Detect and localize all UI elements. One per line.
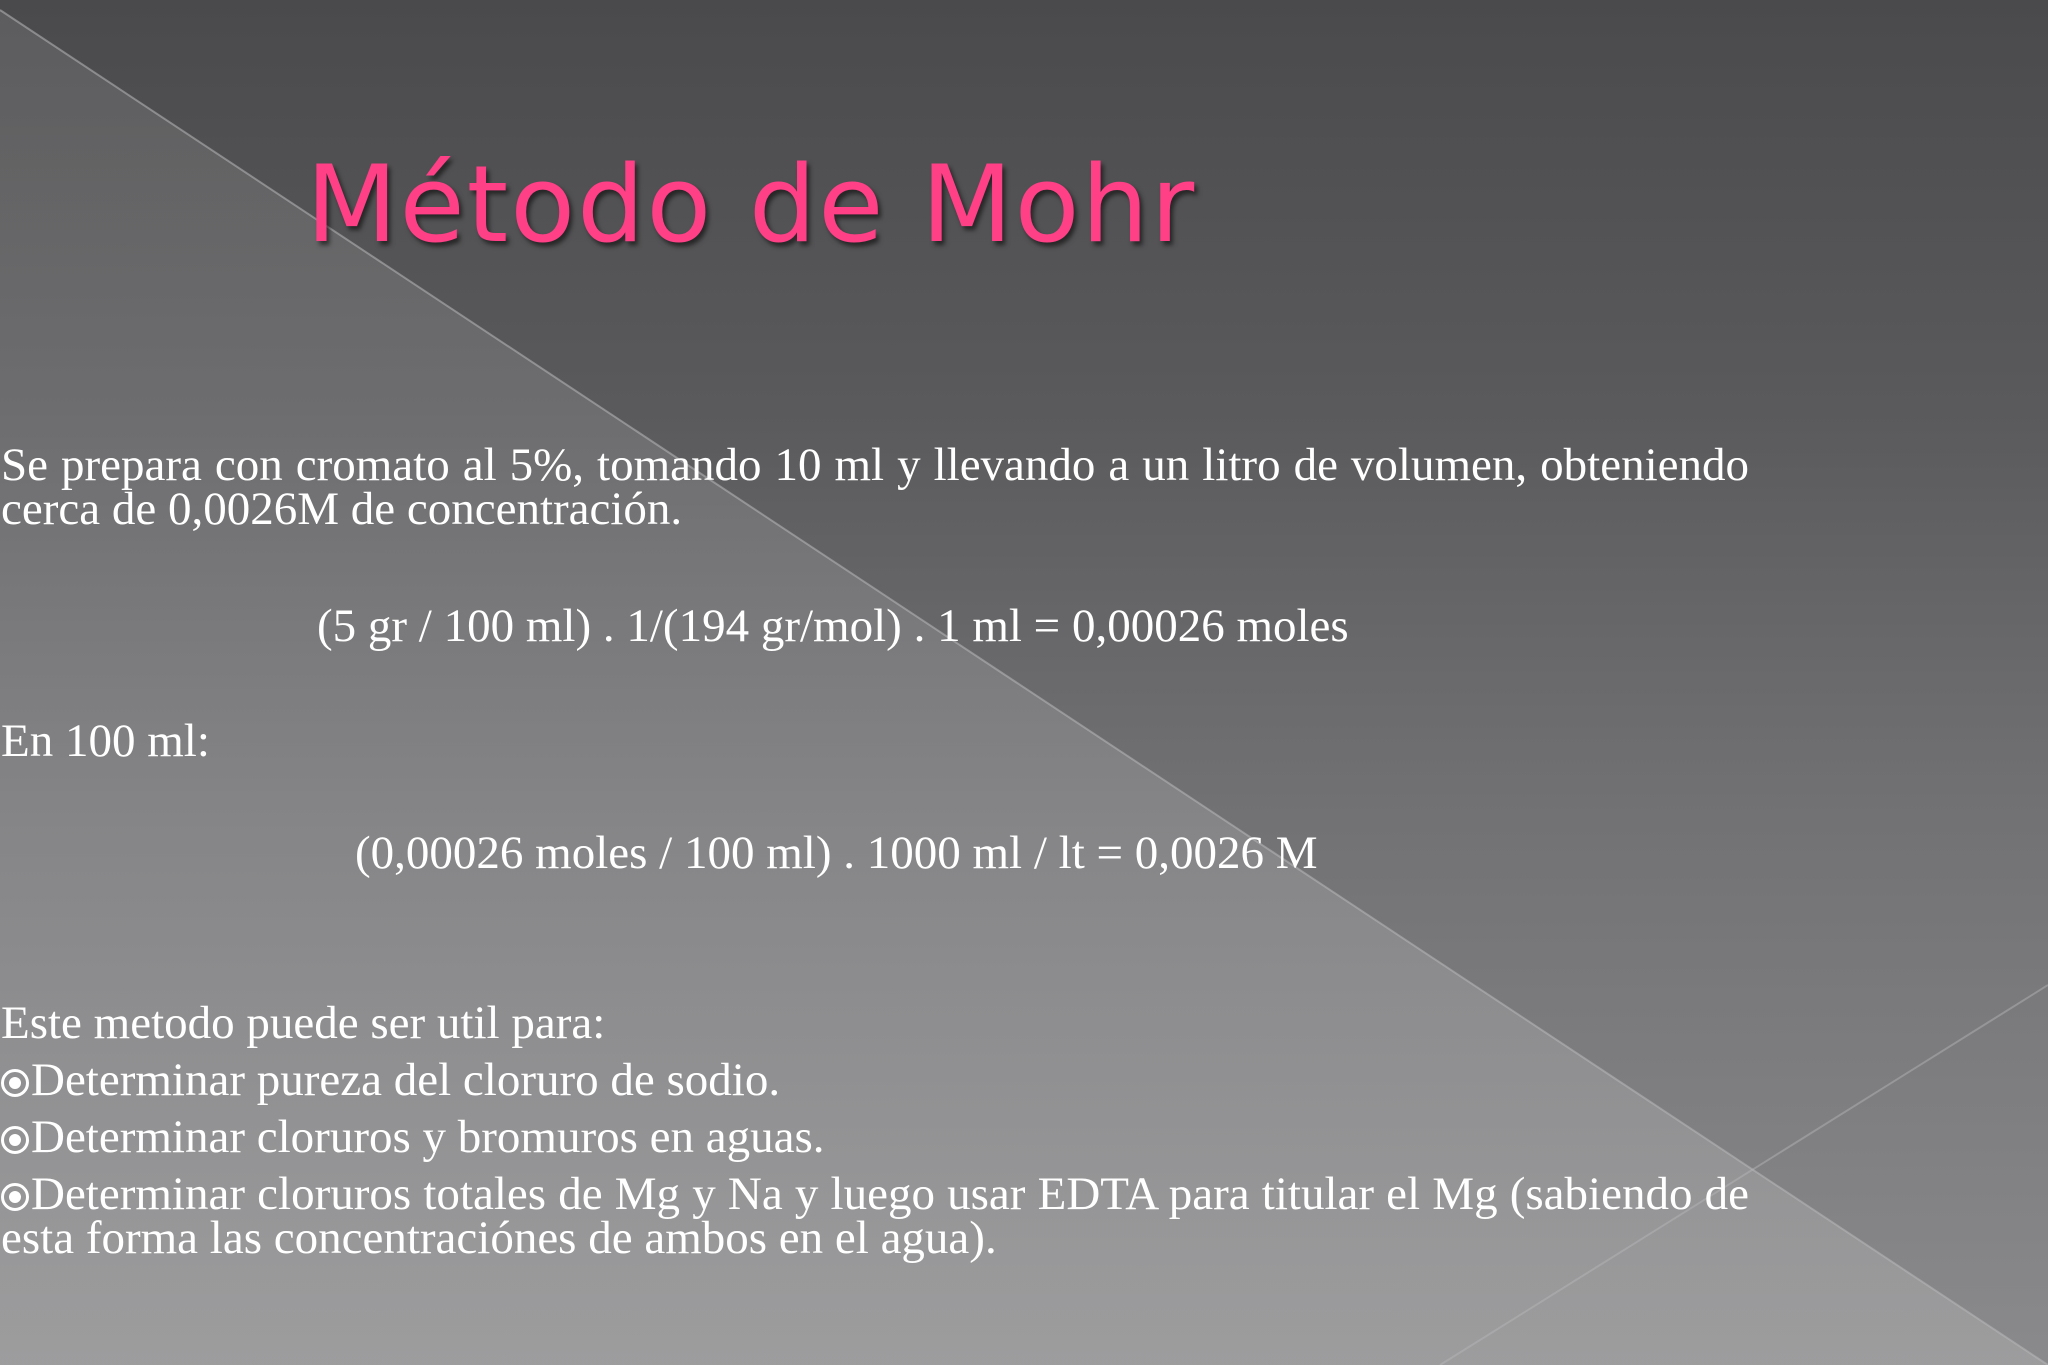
formula-moles: (5 gr / 100 ml) . 1/(194 gr/mol) . 1 ml = 0,00026 moles	[317, 600, 1349, 652]
circled-dot-icon	[1, 1069, 29, 1097]
intro-paragraph: Se prepara con cromato al 5%, tomando 10 ml y llevando a un litro de volumen, obteniendo cerca de 0,0026M de concentración.	[1, 439, 1749, 535]
circled-dot-icon	[1, 1183, 29, 1211]
circled-dot-icon	[1, 1126, 29, 1154]
formula-molarity: (0,00026 moles / 100 ml) . 1000 ml / lt = 0,0026 M	[355, 827, 1318, 879]
list-item	[1, 1111, 1749, 1163]
list-item-text: Determinar cloruros y bromuros en aguas.	[31, 1111, 825, 1163]
list-item-text: Determinar cloruros totales de Mg y Na y luego usar EDTA para titular el Mg (sabiendo de esta forma las concentraciónes de ambos en el agua).	[1, 1168, 1749, 1264]
slide-title: Método de Mohr	[306, 143, 1197, 266]
list-item	[1, 1054, 1749, 1106]
section-label: En 100 ml:	[1, 715, 210, 767]
list-item	[1, 1168, 1749, 1264]
list-item-text: Determinar pureza del cloruro de sodio.	[31, 1054, 781, 1106]
uses-heading: Este metodo puede ser util para:	[1, 997, 606, 1049]
